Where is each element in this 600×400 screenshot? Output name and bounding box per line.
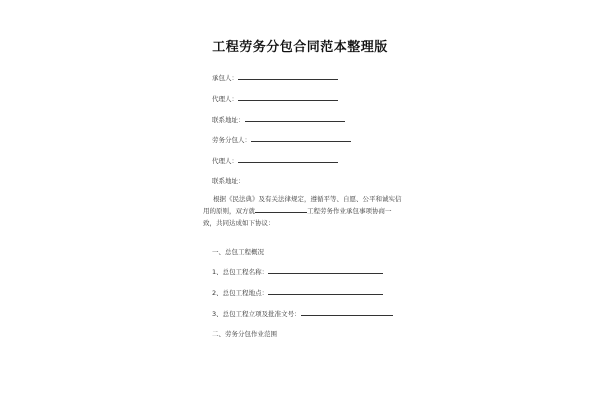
item-blank [268, 288, 383, 295]
section-1-item-location [212, 288, 383, 297]
field-label: 代理人： [212, 157, 238, 165]
field-address-2 [212, 176, 245, 185]
field-blank [238, 73, 338, 80]
field-contractor [212, 73, 338, 82]
field-blank [245, 115, 345, 122]
field-blank [238, 156, 338, 163]
section-1-item-approval [212, 309, 393, 318]
section-2-heading: 二、劳务分包作业范围 [212, 330, 277, 338]
item-blank [268, 267, 383, 274]
field-blank [251, 135, 351, 142]
field-subcontractor [212, 135, 351, 144]
item-label: 2、总包工程地点： [212, 289, 269, 297]
field-blank [238, 94, 338, 101]
intro-text-part1: 根据《民法典》及有关法律规定，遵循平等、自愿、公平和诚实信用的原则，双方就 [203, 195, 402, 215]
section-1-item-name [212, 267, 383, 276]
item-label: 3、总包工程立项及批准文号： [212, 310, 301, 318]
document-title: 工程劳务分包合同范本整理版 [212, 40, 388, 55]
item-label: 1、总包工程名称： [212, 268, 269, 276]
field-address [212, 115, 345, 124]
section-1-heading: 一、总包工程概况 [212, 248, 264, 256]
field-label: 联系地址： [212, 116, 245, 124]
field-label: 代理人： [212, 95, 238, 103]
intro-text-part2: 工程劳务作业承包事项协商一致，共同达成如下协议： [203, 207, 392, 227]
field-label: 承包人： [212, 74, 238, 82]
field-agent [212, 94, 338, 103]
intro-paragraph [203, 193, 403, 229]
item-blank [301, 309, 393, 316]
field-label: 联系地址： [212, 177, 245, 185]
project-name-blank [255, 206, 307, 213]
field-label: 劳务分包人： [212, 136, 251, 144]
field-agent-2 [212, 156, 338, 165]
